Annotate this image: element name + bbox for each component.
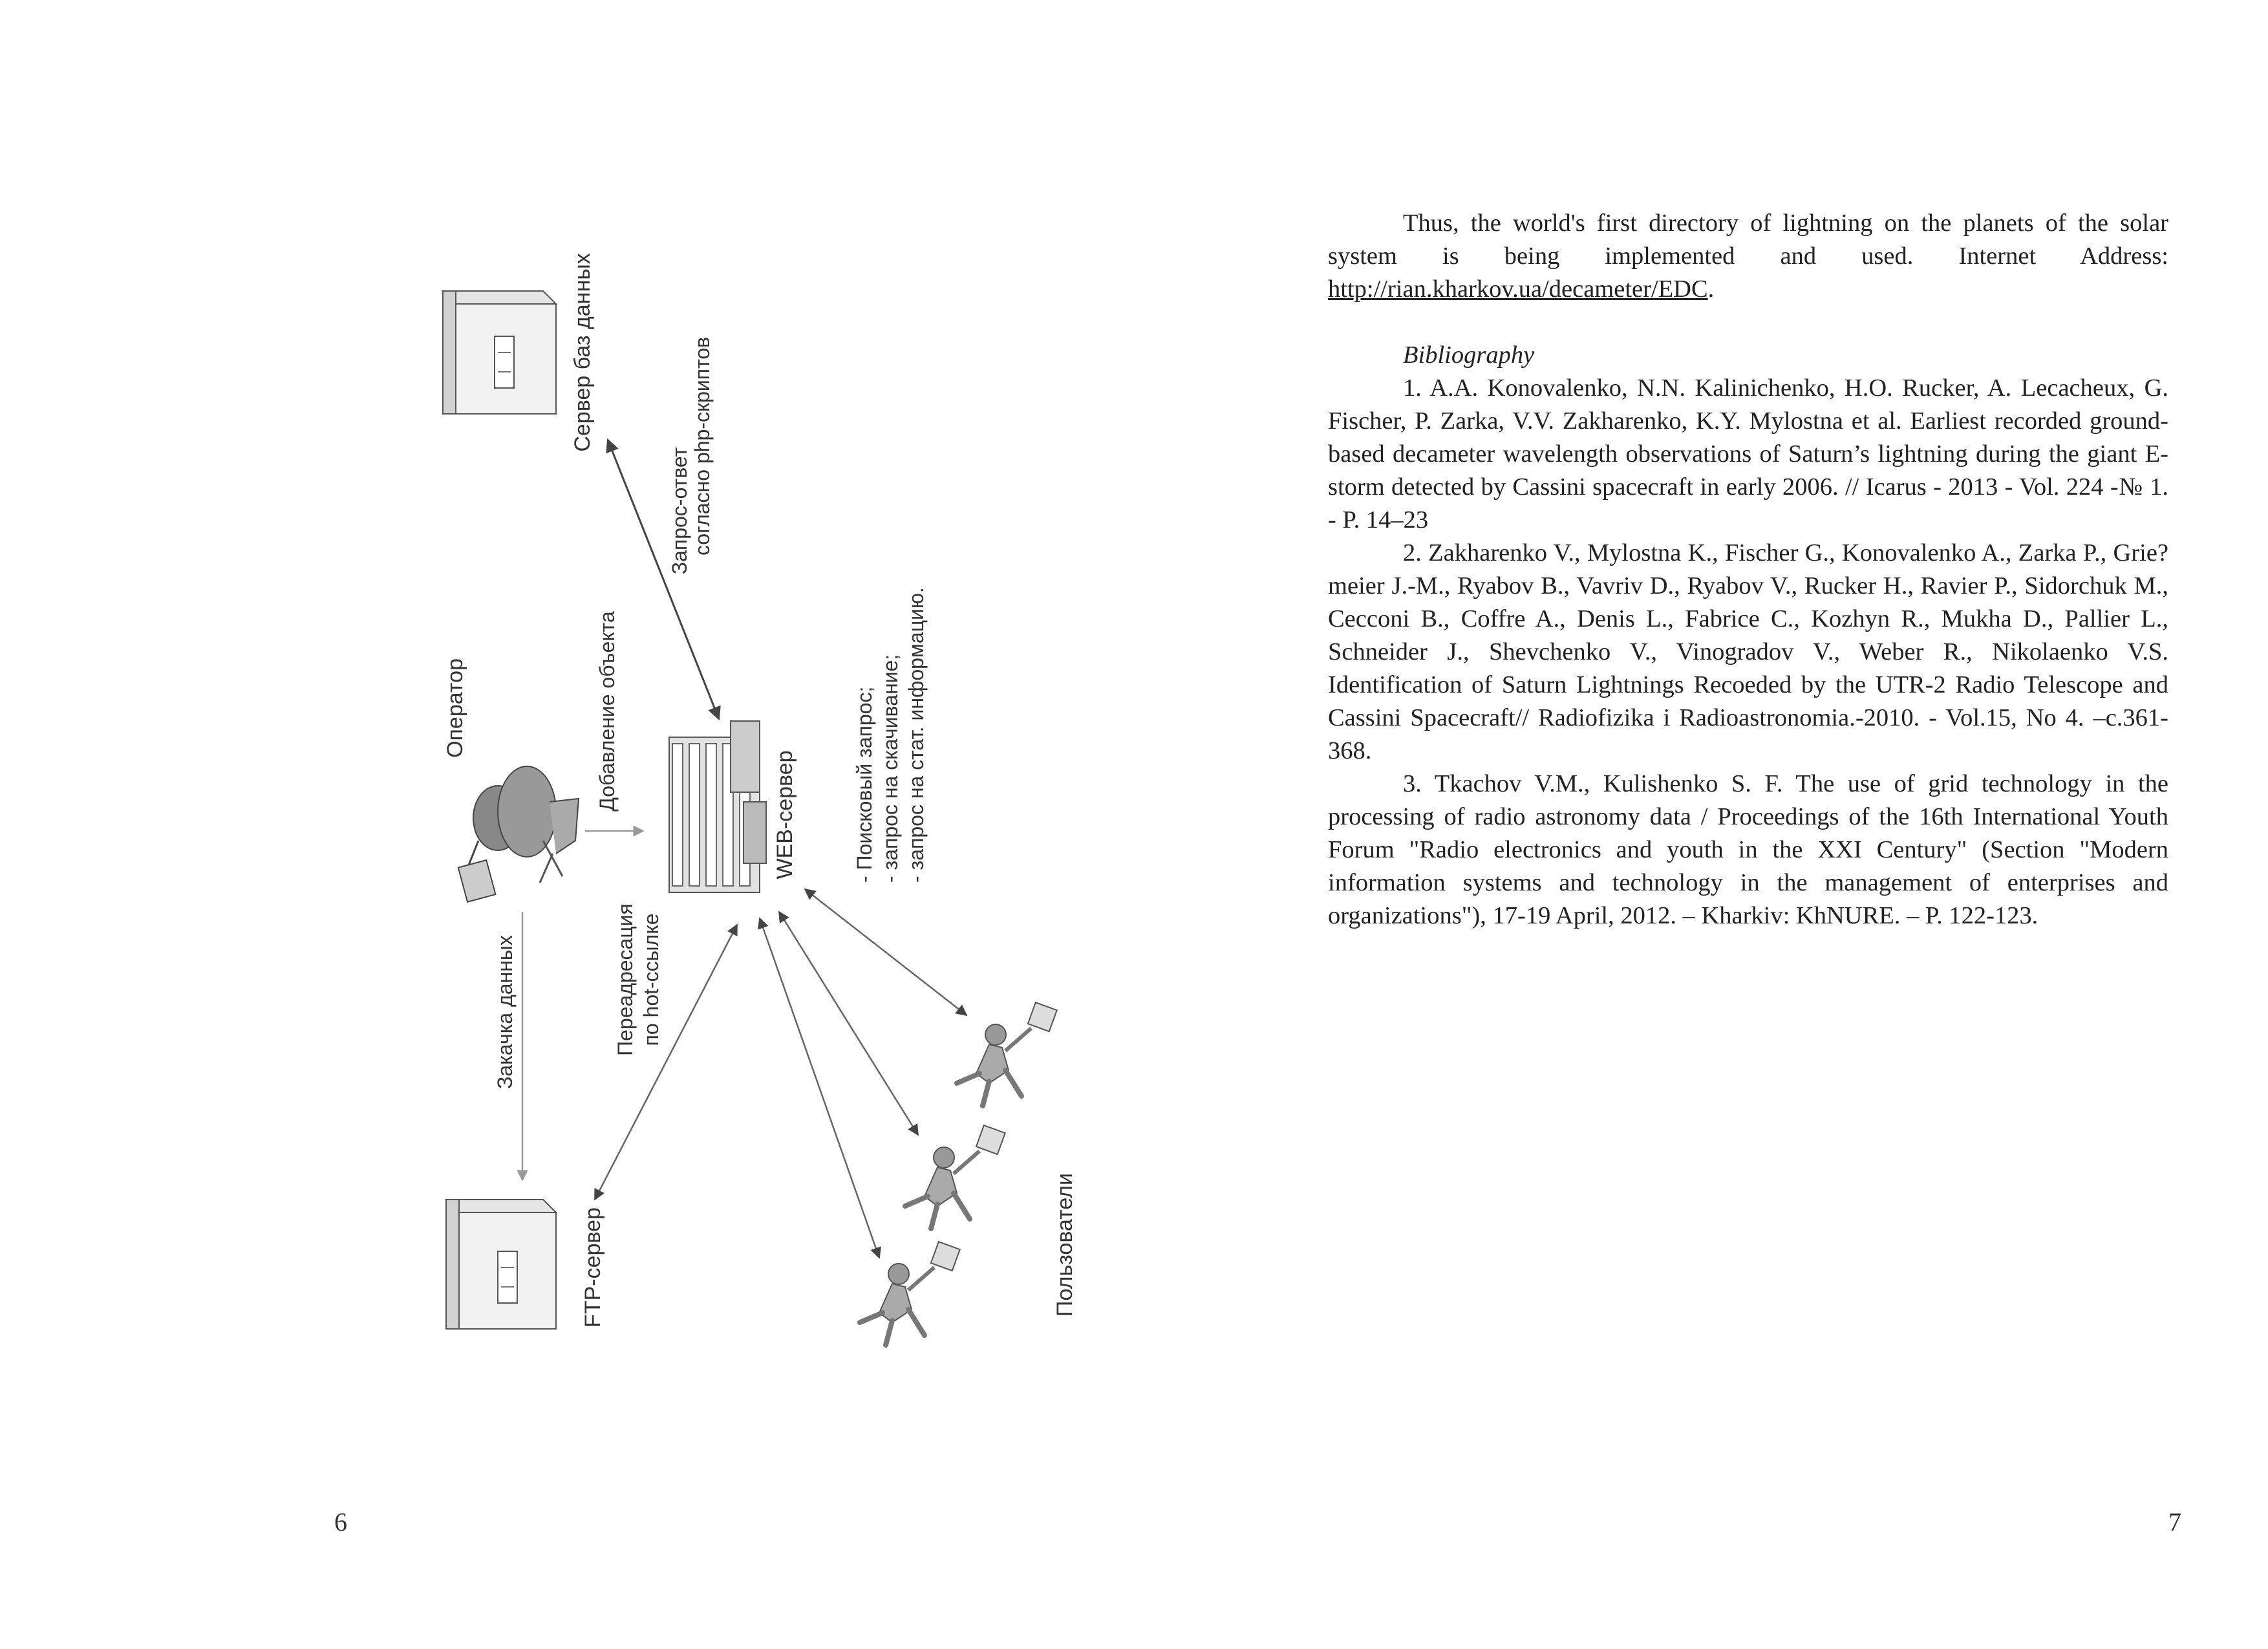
- users-label: Пользователи: [1053, 1173, 1077, 1317]
- ftp-server-label: FTP-сервер: [581, 1207, 605, 1328]
- intro-end: .: [1707, 275, 1715, 303]
- page-number-right: 7: [2168, 1507, 2181, 1536]
- user-arrow-2: [779, 912, 918, 1135]
- right-page: [1134, 0, 2268, 1649]
- request-label-line2: согласно php-скриптов: [690, 336, 714, 556]
- query-line3: - запрос на стат. информацию.: [904, 587, 928, 883]
- page-number-left: 6: [334, 1507, 347, 1536]
- upload-label: Закачка данных: [493, 935, 517, 1089]
- user-icon-3: [860, 1242, 960, 1345]
- operator-icon: [458, 766, 579, 902]
- database-server-icon: [443, 291, 556, 414]
- intro-text: Thus, the world's first directory of lightning on the planets of the solar system is being implemented and used. Internet Address:: [1328, 210, 2168, 270]
- query-line1: - Поисковый запрос;: [853, 686, 876, 883]
- intro-paragraph: [1328, 207, 2168, 306]
- query-line2: - запрос на скачивание;: [879, 654, 902, 883]
- reference-1: 1. A.A. Konovalenko, N.N. Kalinichenko, H.O. Rucker, A. Lecacheux, G. Fischer, P. Zarka, V.V. Zakharenko, K.Y. Mylostna et al. Earliest recorded ground-based decameter wavelength observations of Saturn’s lightning during the giant E-storm detected by Cassini spacecraft in early 2006. // Icarus - 2013 - Vol. 224 -№ 1. - P. 14–23: [1328, 374, 2168, 534]
- text-column: [1328, 207, 2168, 932]
- db-server-label: Сервер баз данных: [570, 253, 595, 452]
- user-arrow-1: [805, 889, 967, 1015]
- intro-url[interactable]: http://rian.kharkov.ua/decameter/EDC: [1328, 275, 1708, 303]
- user-icon-1: [957, 1002, 1057, 1106]
- reference-3: 3. Tkachov V.M., Kulishenko S. F. The use of grid technology in the processing of radio astronomy data / Proceedings of the 16th International Youth Forum "Radio electronics and youth in the XXI Century" (Section "Modern information systems and technology in the management of enterprises and organizations"), 17-19 April, 2012. – Kharkiv: KhNURE. – P. 122-123.: [1328, 770, 2168, 929]
- request-label-line1: Запрос-ответ: [668, 447, 691, 575]
- bibliography-title: Bibliography: [1403, 341, 1535, 369]
- reference-2: 2. Zakharenko V., Mylostna K., Fischer G., Konovalenko A., Zarka P., Grie?meier J.-M., Ryabov B., Vavriv D., Ryabov V., Rucker H., Ravier P., Sidorchuk M., Cecconi B., Coffre A., Denis L., Fabrice C., Kozhyn R., Mukha D., Pallier L., Schneider J., Shevchenko V., Vinogradov V., Weber R., Nikolaenko V.S. Identification of Saturn Lightnings Recoeded by the UTR-2 Radio Telescope and Cassini Spacecraft// Radiofizika i Radioastronomia.-2010. - Vol.15, No 4. –c.361-368.: [1328, 539, 2168, 764]
- add-object-label: Добавление объекта: [595, 611, 619, 812]
- redirect-label-line1: Переадресация: [614, 903, 637, 1056]
- redirect-label-line2: по hot-ссылке: [639, 913, 663, 1046]
- user-icon-2: [905, 1125, 1005, 1229]
- operator-label: Оператор: [443, 658, 467, 758]
- web-server-icon: [669, 721, 766, 892]
- user-arrow-3: [760, 918, 879, 1258]
- web-server-label: WEB-сервер: [773, 750, 797, 879]
- ftp-server-icon: [446, 1200, 556, 1329]
